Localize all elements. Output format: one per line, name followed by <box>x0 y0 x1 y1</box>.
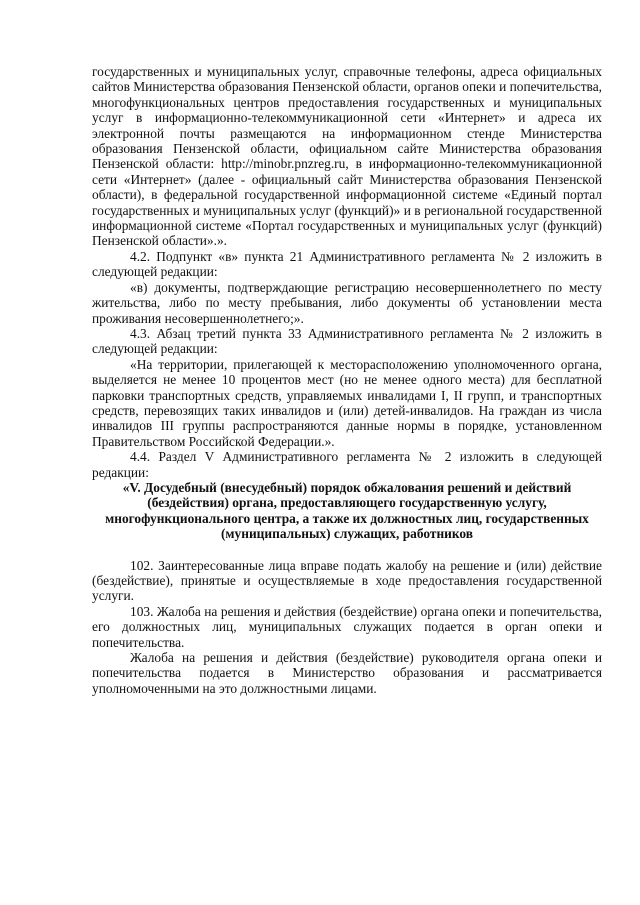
paragraph-4-4: 4.4. Раздел V Административного регламента № 2 изложить в следующей редакции: <box>92 449 602 480</box>
section-v-heading: «V. Досудебный (внесудебный) порядок обжалования решений и действий (бездействия) органа, предоставляющего государственную услугу, многофункционального центра, а также их должностных лиц, государственных (муниципальных) служащих, работников <box>105 479 589 542</box>
spacer <box>92 542 602 558</box>
paragraph-103: 103. Жалоба на решения и действия (бездействие) органа опеки и попечительства, его должностных лиц, муниципальных служащих подается в орган опеки и попечительства. <box>92 603 602 650</box>
paragraph-4-3-text: «На территории, прилегающей к месторасположению уполномоченного органа, выделяется не менее 10 процентов мест (но не менее одного места) для бесплатной парковки транспортных средств, управляемых инвалидами I, II групп, и транспортных средств, перевозящих таких инвалидов и (или) детей-инвалидов. На граждан из числа инвалидов III группы распространяются данные нормы в порядке, установленном Правительством Российской Федерации.». <box>92 356 602 449</box>
paragraph-102: 102. Заинтересованные лица вправе подать жалобу на решение и (или) действие (бездействие), принятые и осуществляемые в ходе предоставления государственной услуги. <box>92 557 602 604</box>
paragraph-contacts: государственных и муниципальных услуг, справочные телефоны, адреса официальных сайтов Министерства образования Пензенской области, органов опеки и попечительства, многофункциональных центров предоставления государственных и муниципальных услуг в информационно-телекоммуникационной сети «Интернет» и адреса их электронной почты размещаются на информационном стенде Министерства образования Пензенской области, официальном сайте Министерства образования Пензенской области: http://minobr.pnzreg.ru, в информационно-телекоммуникационной сети «Интернет» (далее - официальный сайт Министерства образования Пензенской области), в федеральной государственной информационной системе «Единый портал государственных и муниципальных услуг (функций)» и в региональной государственной информационной системе «Портал государственных и муниципальных услуг (функций) Пензенской области».». <box>92 64 602 249</box>
paragraph-4-2-text: «в) документы, подтверждающие регистрацию несовершеннолетнего по месту жительства, либо по месту пребывания, либо документы об установлении места проживания несовершеннолетнего;». <box>92 279 602 326</box>
document-page <box>92 64 602 696</box>
paragraph-4-3: 4.3. Абзац третий пункта 33 Административного регламента № 2 изложить в следующей редакции: <box>92 325 602 357</box>
paragraph-4-2: 4.2. Подпункт «в» пункта 21 Административного регламента № 2 изложить в следующей редакции: <box>92 248 602 280</box>
paragraph-complaint-head: Жалоба на решения и действия (бездействие) руководителя органа опеки и попечительства подается в Министерство образования и рассматривается уполномоченными на это должностными лицами. <box>92 650 602 696</box>
